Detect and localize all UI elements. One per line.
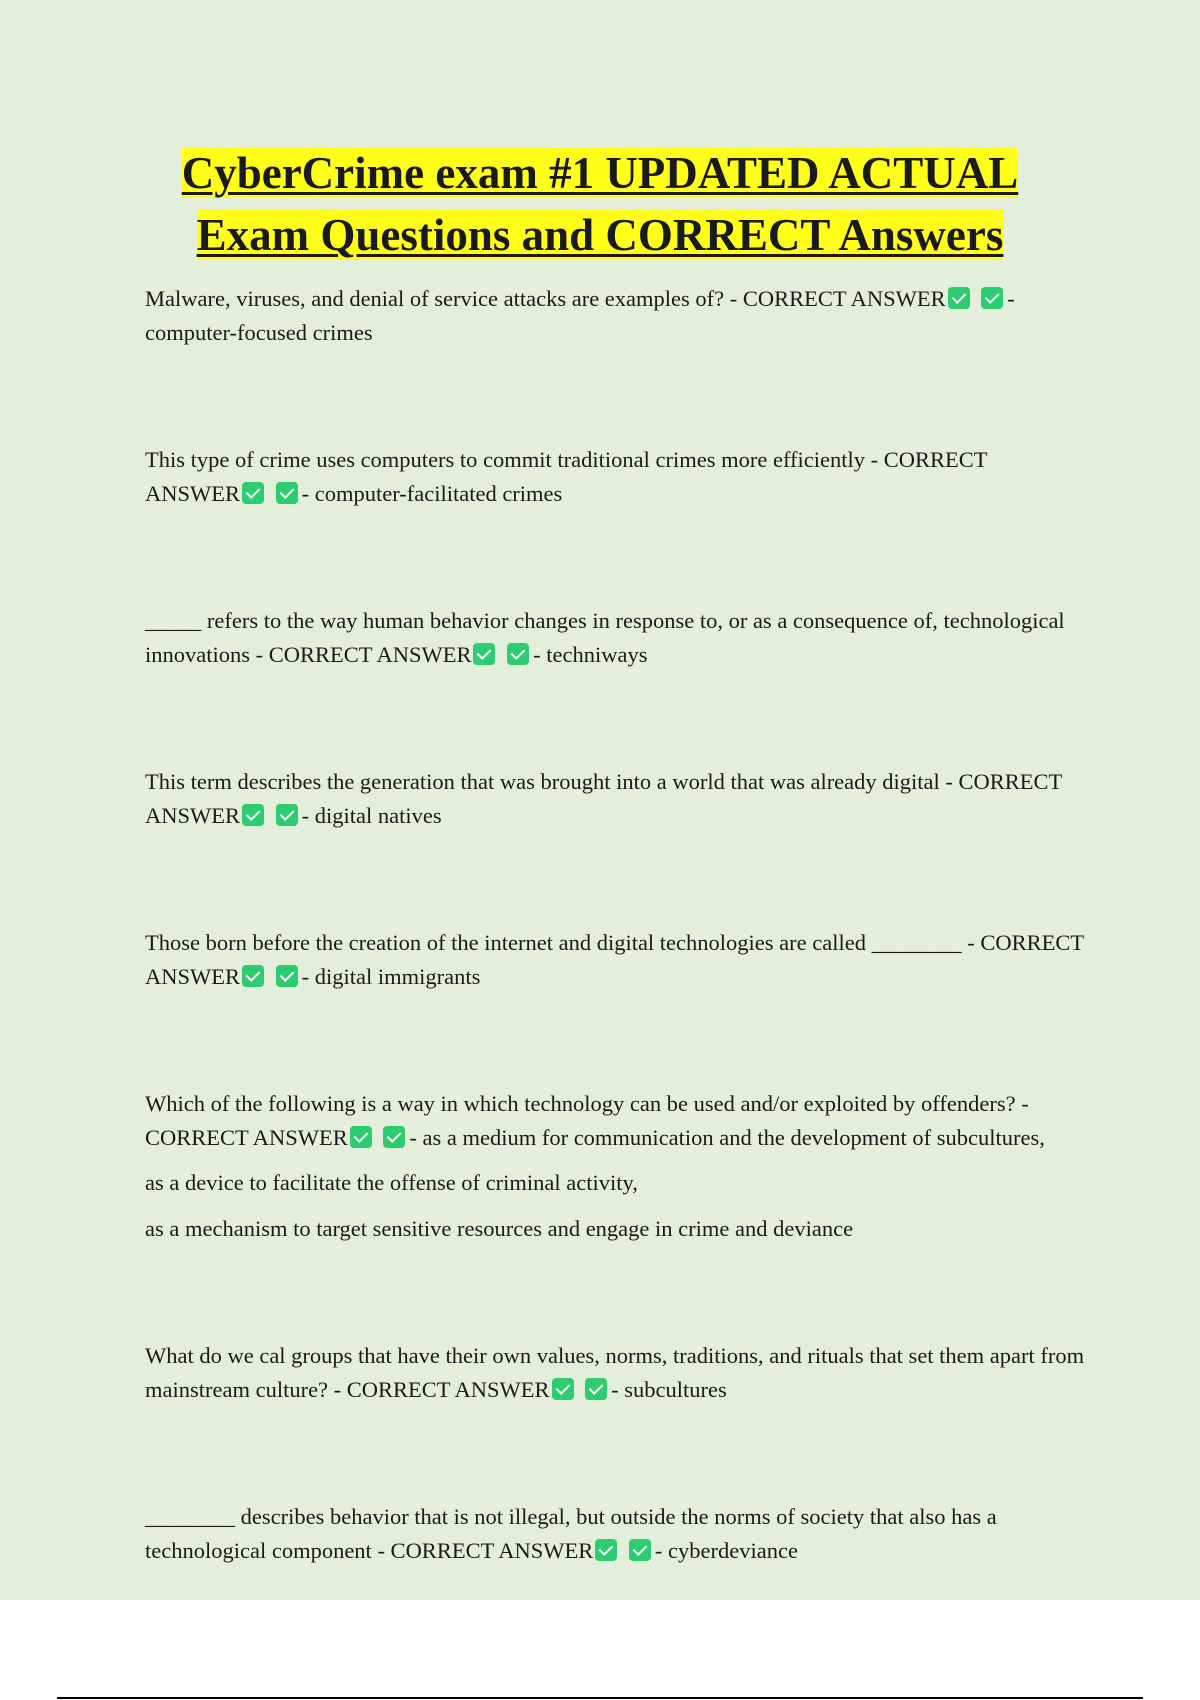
question-text: What do we cal groups that have their own values, norms, traditions, and rituals that set them apart from mainstream culture? bbox=[145, 1343, 1085, 1402]
check-box-icon bbox=[629, 1539, 651, 1561]
answer-text: - cyberdeviance bbox=[654, 1538, 798, 1563]
check-box-icon bbox=[276, 482, 298, 504]
qa-item bbox=[145, 765, 1085, 833]
qa-item bbox=[145, 1087, 1085, 1246]
answer-marker: - CORRECT ANSWER bbox=[145, 447, 988, 506]
check-box-icon bbox=[242, 965, 264, 987]
answer-marker: - CORRECT ANSWER bbox=[145, 769, 1062, 828]
check-box-icon bbox=[981, 287, 1003, 309]
answer-text: - digital immigrants bbox=[301, 964, 481, 989]
qa-item bbox=[145, 1339, 1085, 1407]
qa-item bbox=[145, 604, 1085, 672]
check-box-icon bbox=[585, 1378, 607, 1400]
answer-text: - digital natives bbox=[301, 803, 442, 828]
check-box-icon bbox=[595, 1539, 617, 1561]
qa-item bbox=[145, 1500, 1085, 1568]
answer-marker: - CORRECT ANSWER bbox=[377, 1538, 594, 1563]
check-box-icon bbox=[276, 804, 298, 826]
check-box-icon bbox=[383, 1126, 405, 1148]
qa-item bbox=[145, 282, 1085, 350]
check-box-icon bbox=[948, 287, 970, 309]
check-box-icon bbox=[276, 965, 298, 987]
answer-marker: - CORRECT ANSWER bbox=[729, 286, 946, 311]
answer-continuation: as a mechanism to target sensitive resources and engage in crime and deviance bbox=[145, 1216, 854, 1241]
question-text: Those born before the creation of the internet and digital technologies are called ________ bbox=[145, 930, 962, 955]
question-text: Malware, viruses, and denial of service attacks are examples of? bbox=[145, 286, 725, 311]
qa-item bbox=[145, 443, 1085, 511]
qa-item bbox=[145, 926, 1085, 994]
check-box-icon bbox=[242, 804, 264, 826]
title-line-1: CyberCrime exam #1 UPDATED ACTUAL bbox=[181, 148, 1019, 198]
answer-continuation: as a device to facilitate the offense of criminal activity, bbox=[145, 1170, 638, 1195]
answer-marker: - CORRECT ANSWER bbox=[333, 1377, 550, 1402]
answer-marker: - CORRECT ANSWER bbox=[145, 930, 1084, 989]
check-box-icon bbox=[350, 1126, 372, 1148]
check-box-icon bbox=[507, 643, 529, 665]
question-text: ________ describes behavior that is not illegal, but outside the norms of society that also has a technological component bbox=[145, 1504, 997, 1563]
footer-divider bbox=[57, 1697, 1143, 1699]
answer-marker: - CORRECT ANSWER bbox=[255, 642, 472, 667]
check-box-icon bbox=[473, 643, 495, 665]
question-text: This type of crime uses computers to commit traditional crimes more efficiently bbox=[145, 447, 866, 472]
answer-marker: - CORRECT ANSWER bbox=[145, 1091, 1029, 1150]
qa-list bbox=[145, 282, 1085, 1661]
document-title bbox=[0, 142, 1200, 266]
answer-text: - computer-facilitated crimes bbox=[301, 481, 563, 506]
check-box-icon bbox=[552, 1378, 574, 1400]
answer-text: - as a medium for communication and the development of subcultures, bbox=[409, 1125, 1045, 1150]
question-text: _____ refers to the way human behavior changes in response to, or as a consequence of, technological innovations bbox=[145, 608, 1065, 667]
question-text: Which of the following is a way in which technology can be used and/or exploited by offenders? bbox=[145, 1091, 1016, 1116]
answer-text: - subcultures bbox=[611, 1377, 727, 1402]
check-box-icon bbox=[242, 482, 264, 504]
answer-text: - techniways bbox=[533, 642, 648, 667]
title-line-2: Exam Questions and CORRECT Answers bbox=[196, 210, 1004, 260]
question-text: This term describes the generation that was brought into a world that was already digital bbox=[145, 769, 940, 794]
answer-text: - computer-focused crimes bbox=[145, 286, 1015, 345]
